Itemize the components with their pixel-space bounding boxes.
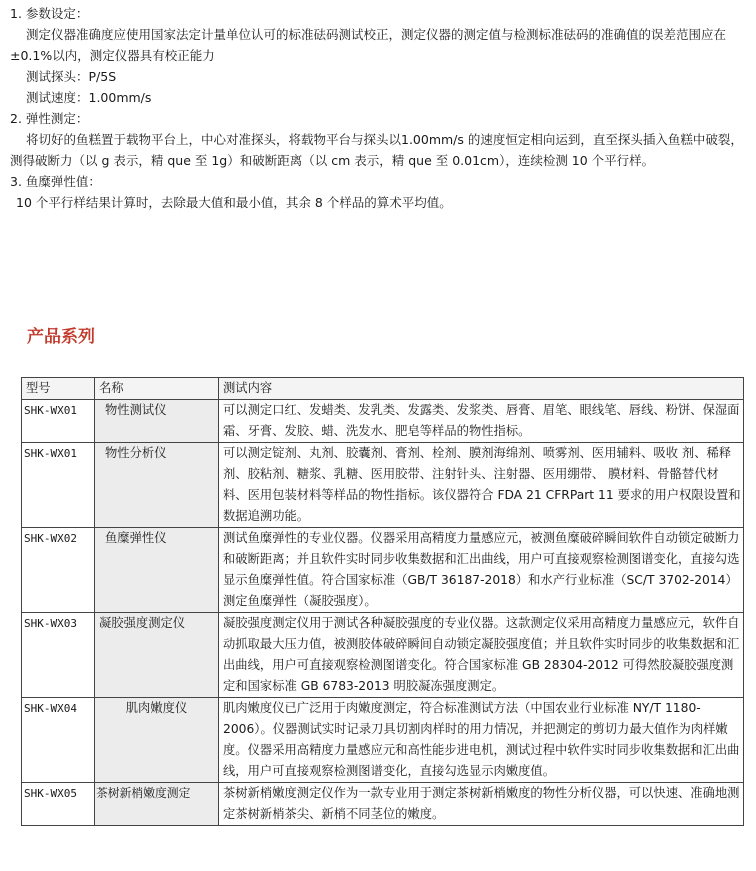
table-row: [22, 698, 744, 783]
row-desc: 茶树新梢嫩度测定仪作为一款专业用于测定茶树新梢嫩度的物性分析仪器，可以快速、准确地测定茶树新梢茶尖、新梢不同茎位的嫩度。: [219, 783, 744, 826]
surimi-heading: 3. 鱼糜弹性值：: [10, 174, 101, 189]
row-model: SHK-WX01: [22, 400, 95, 443]
row-model: SHK-WX02: [22, 528, 95, 613]
product-table: [21, 377, 744, 826]
row-name: 茶树新梢嫩度测定: [95, 783, 219, 826]
row-name: 肌肉嫩度仪: [95, 698, 219, 783]
speed-label: 测试速度：1.00mm/s: [26, 90, 152, 105]
header-name: 名称: [95, 378, 219, 400]
row-desc: 可以测定口红、发蜡类、发乳类、发露类、发浆类、唇膏、眉笔、眼线笔、唇线、粉饼、保湿面霜、牙膏、发胶、蜡、洗发水、肥皂等样品的物性指标。: [219, 400, 744, 443]
row-model: SHK-WX05: [22, 783, 95, 826]
row-model: SHK-WX03: [22, 613, 95, 698]
row-name: 凝胶强度测定仪: [95, 613, 219, 698]
table-header-row: [22, 378, 744, 400]
intro-section: [10, 3, 746, 213]
row-model: SHK-WX04: [22, 698, 95, 783]
row-name: 物性分析仪: [95, 443, 219, 528]
row-desc: 凝胶强度测定仪用于测试各种凝胶强度的专业仪器。这款测定仪采用高精度力量感应元，软件自动抓取最大压力值，被测胶体破碎瞬间自动锁定凝胶强度值；并且软件实时同步的收集数据和汇出曲线，用户可直接观察检测图谱变化。符合国家标准 GB 28304-2012 可得然胶凝胶强度测定和国家标准 GB 6783-2013 明胶凝冻强度测定。: [219, 613, 744, 698]
table-row: [22, 528, 744, 613]
table-row: [22, 400, 744, 443]
row-desc: 可以测定锭剂、丸剂、胶囊剂、膏剂、栓剂、膜剂海绵剂、喷雾剂、医用辅料、吸收 剂、稀释剂、胶粘剂、糖浆、乳糖、医用胶带、注射针头、注射器、医用绷带、 膜材料、骨骼替代材料、医用包装材料等样品的物性指标。该仪器符合 FDA 21 CFRPart 11 要求的用户权限设置和数据追溯功能。: [219, 443, 744, 528]
params-heading: 1. 参数设定：: [10, 6, 89, 21]
row-model: SHK-WX01: [22, 443, 95, 528]
header-model: 型号: [22, 378, 95, 400]
header-content: 测试内容: [219, 378, 744, 400]
elastic-heading: 2. 弹性测定：: [10, 111, 89, 126]
product-series-heading: 产品系列: [27, 327, 95, 347]
probe-label: 测试探头：P/5S: [26, 69, 117, 84]
table-row: [22, 443, 744, 528]
table-row: [22, 783, 744, 826]
surimi-text: 10 个平行样结果计算时，去除最大值和最小值，其余 8 个样品的算术平均值。: [16, 195, 452, 210]
row-desc: 测试鱼糜弹性的专业仪器。仪器采用高精度力量感应元，被测鱼糜破碎瞬间软件自动锁定破断力和破断距离；并且软件实时同步收集数据和汇出曲线，用户可直接观察检测图谱变化，直接勾选显示鱼糜弹性值。符合国家标准（GB/T 36187-2018）和水产行业标准（SC/T 3702-2014）测定鱼糜弹性（凝胶强度）。: [219, 528, 744, 613]
elastic-text: 将切好的鱼糕置于载物平台上，中心对准探头，将载物平台与探头以1.00mm/s 的速度恒定相向运到，直至探头插入鱼糕中破裂，测得破断力（以 g 表示，精 que 至 1g）和破断距离（以 cm 表示，精 que 至 0.01cm），连续检测 10 个平行样。: [10, 132, 743, 168]
row-desc: 肌肉嫩度仪已广泛用于肉嫩度测定，符合标准测试方法（中国农业行业标准 NY/T 1180-2006）。仪器测试实时记录刀具切割肉样时的用力情况，并把测定的剪切力最大值作为肉样嫩度。仪器采用高精度力量感应元和高性能步进电机，测试过程中软件实时同步收集数据和汇出曲线，用户可直接观察检测图谱变化，直接勾选显示肉嫩度值。: [219, 698, 744, 783]
row-name: 鱼糜弹性仪: [95, 528, 219, 613]
table-row: [22, 613, 744, 698]
row-name: 物性测试仪: [95, 400, 219, 443]
params-text: 测定仪器准确度应使用国家法定计量单位认可的标准砝码测试校正，测定仪器的测定值与检测标准砝码的准确值的误差范围应在±0.1%以内，测定仪器具有校正能力: [10, 27, 727, 63]
